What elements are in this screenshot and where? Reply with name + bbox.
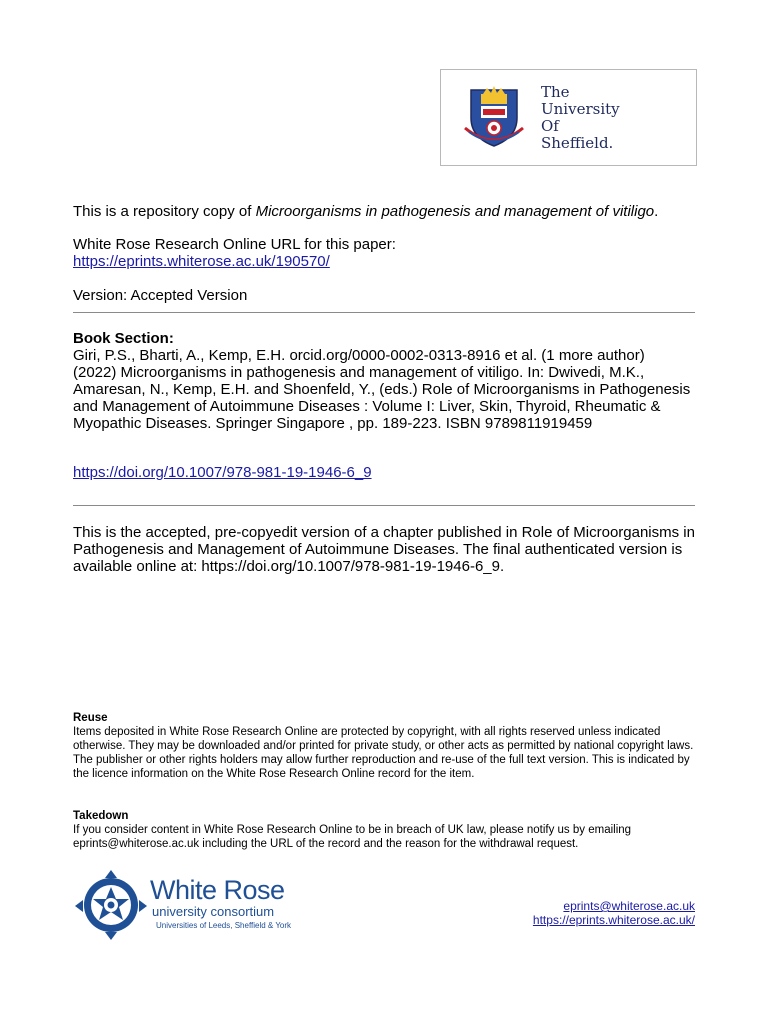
white-rose-logo	[73, 868, 295, 940]
repository-copy-line: This is a repository copy of Microorganisms in pathogenesis and management of vitiligo.	[73, 203, 659, 220]
university-of-sheffield-logo	[440, 69, 697, 166]
sheffield-crest-icon	[459, 82, 529, 152]
reuse-text: Items deposited in White Rose Research Online are protected by copyright, with all rights reserved unless indicated otherwise. They may be downloaded and/or printed for private study, or other acts as permitted by national copyright laws. The publisher or other rights holders may allow further reproduction and re-use of the full text version. This is indicated by the licence information on the White Rose Research Online record for the item.	[73, 726, 694, 780]
book-citation: Giri, P.S., Bharti, A., Kemp, E.H. orcid.org/0000-0002-0313-8916 et al. (1 more author) (2022) Microorganisms in pathogenesis and management of vitiligo. In: Dwivedi, M.K., Amaresan, N., Kemp, E.H. and Shoenfeld, Y., (eds.) Role of Microorganisms in Pathogenesis and Management of Autoimmune Diseases : Volume I: Liver, Skin, Thyroid, Rheumatic & Myopathic Diseases. Springer Singapore , pp. 189-223. ISBN 9789811919459	[73, 347, 691, 432]
book-section-heading: Book Section:	[73, 330, 174, 347]
paper-url-link[interactable]: https://eprints.whiterose.ac.uk/190570/	[73, 253, 330, 270]
url-label: White Rose Research Online URL for this paper:	[73, 236, 396, 253]
version-text: Version: Accepted Version	[73, 287, 248, 304]
reuse-heading: Reuse	[73, 712, 108, 724]
divider-bottom	[73, 505, 695, 506]
white-rose-subtitle: university consortium	[152, 904, 275, 919]
contact-site-link[interactable]: https://eprints.whiterose.ac.uk/	[532, 913, 695, 927]
white-rose-title: White Rose	[150, 875, 285, 905]
takedown-heading: Takedown	[73, 810, 129, 822]
white-rose-emblem-icon	[73, 868, 149, 940]
paper-title: Microorganisms in pathogenesis and management of vitiligo	[255, 203, 655, 220]
doi-link[interactable]: https://doi.org/10.1007/978-981-19-1946-6_9	[73, 464, 372, 481]
university-name: The University Of Sheffield.	[541, 83, 620, 152]
white-rose-members: Universities of Leeds, Sheffield & York	[156, 921, 292, 930]
accepted-version-note: This is the accepted, pre-copyedit version of a chapter published in Role of Microorganisms in Pathogenesis and Management of Autoimmune Diseases. The final authenticated version is available online at: https://doi.org/10.1007/978-981-19-1946-6_9.	[73, 524, 695, 575]
divider-top	[73, 312, 695, 313]
takedown-text: If you consider content in White Rose Research Online to be in breach of UK law, please notify us by emailing eprints@whiterose.ac.uk including the URL of the record and the reason for the withdrawal request.	[73, 824, 632, 850]
contact-email-link[interactable]: eprints@whiterose.ac.uk	[563, 899, 695, 913]
